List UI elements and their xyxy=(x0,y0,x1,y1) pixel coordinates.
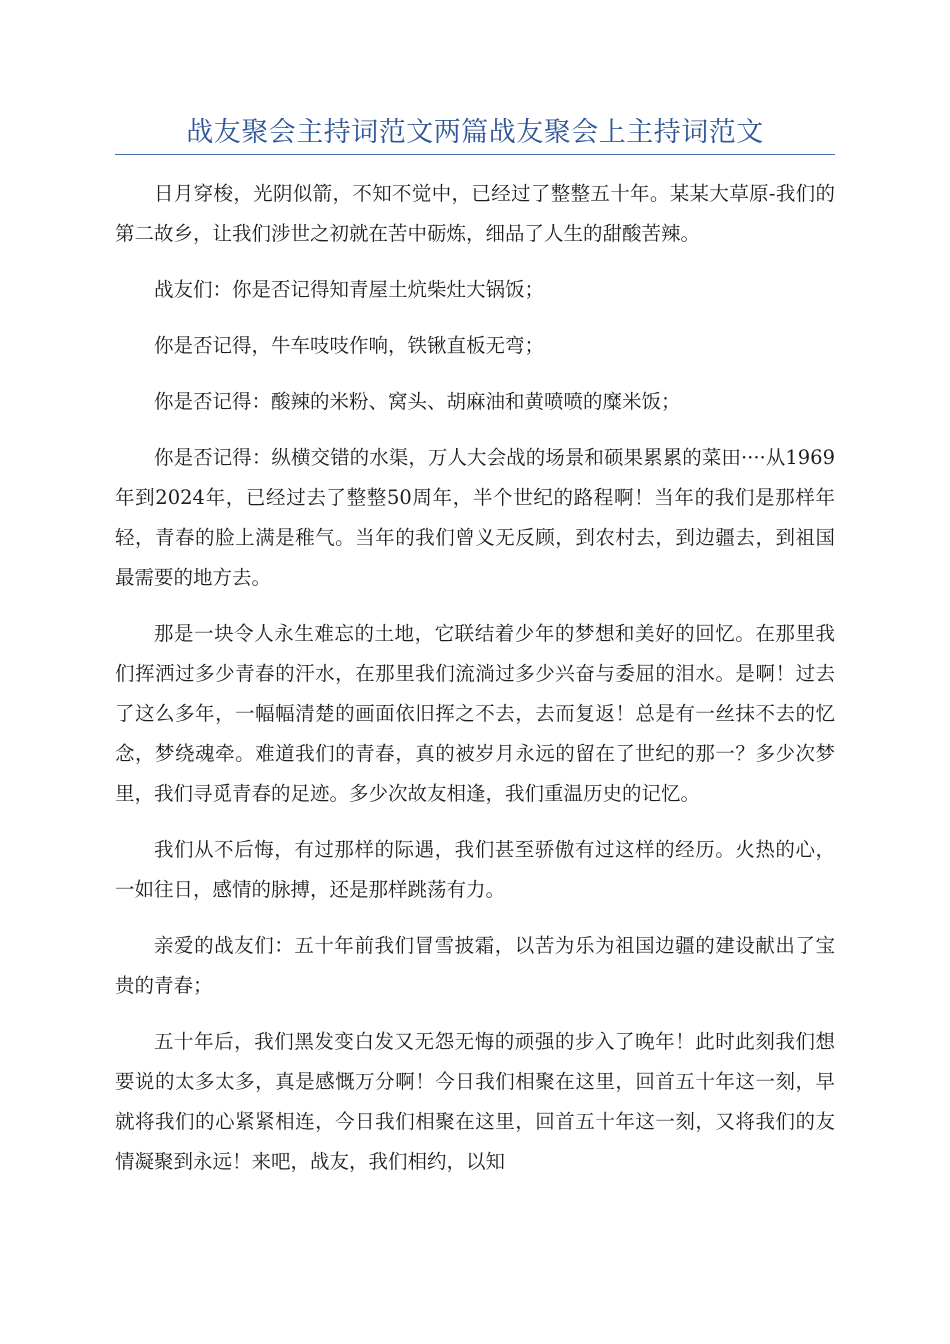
paragraph: 你是否记得，牛车吱吱作响，铁锹直板无弯； xyxy=(154,334,545,357)
paragraph: 五十年后，我们黑发变白发又无怨无悔的顽强的步入了晚年！此时此刻我们想要说的太多太多，真是感慨万分啊！今日我们相聚在这里，回首五十年这一刻，早就将我们的心紧紧相连，今日我们相聚在这里，回首五十年这一刻，又将我们的友情凝聚到永远！来吧，战友，我们相约，以知 xyxy=(115,1030,835,1173)
title-underline xyxy=(115,154,835,155)
document-body xyxy=(115,174,835,1198)
paragraph: 你是否记得：酸辣的米粉、窝头、胡麻油和黄喷喷的糜米饭； xyxy=(154,390,681,413)
paragraph: 亲爱的战友们：五十年前我们冒雪披霜，以苦为乐为祖国边疆的建设献出了宝贵的青春； xyxy=(115,934,835,997)
document-title: 战友聚会主持词范文两篇战友聚会上主持词范文 xyxy=(186,117,764,148)
paragraph: 我们从不后悔，有过那样的际遇，我们甚至骄傲有过这样的经历。火热的心，一如往日，感情的脉搏，还是那样跳荡有力。 xyxy=(115,838,835,901)
paragraph: 日月穿梭，光阴似箭，不知不觉中，已经过了整整五十年。某某大草原-我们的第二故乡，让我们涉世之初就在苦中砺炼，细品了人生的甜酸苦辣。 xyxy=(115,182,835,245)
paragraph: 那是一块令人永生难忘的土地，它联结着少年的梦想和美好的回忆。在那里我们挥洒过多少青春的汗水，在那里我们流淌过多少兴奋与委屈的泪水。是啊！过去了这么多年，一幅幅清楚的画面依旧挥之不去，去而复返！总是有一丝抹不去的忆念，梦绕魂牵。难道我们的青春，真的被岁月永远的留在了世纪的那一？多少次梦里，我们寻觅青春的足迹。多少次故友相逢，我们重温历史的记忆。 xyxy=(115,622,835,805)
paragraph: 战友们：你是否记得知青屋土炕柴灶大锅饭； xyxy=(154,278,545,301)
paragraph: 你是否记得：纵横交错的水渠，万人大会战的场景和硕果累累的菜田····从1969年到2024年，已经过去了整整50周年，半个世纪的路程啊！当年的我们是那样年轻，青春的脸上满是稚气。当年的我们曾义无反顾，到农村去，到边疆去，到祖国最需要的地方去。 xyxy=(115,446,835,589)
